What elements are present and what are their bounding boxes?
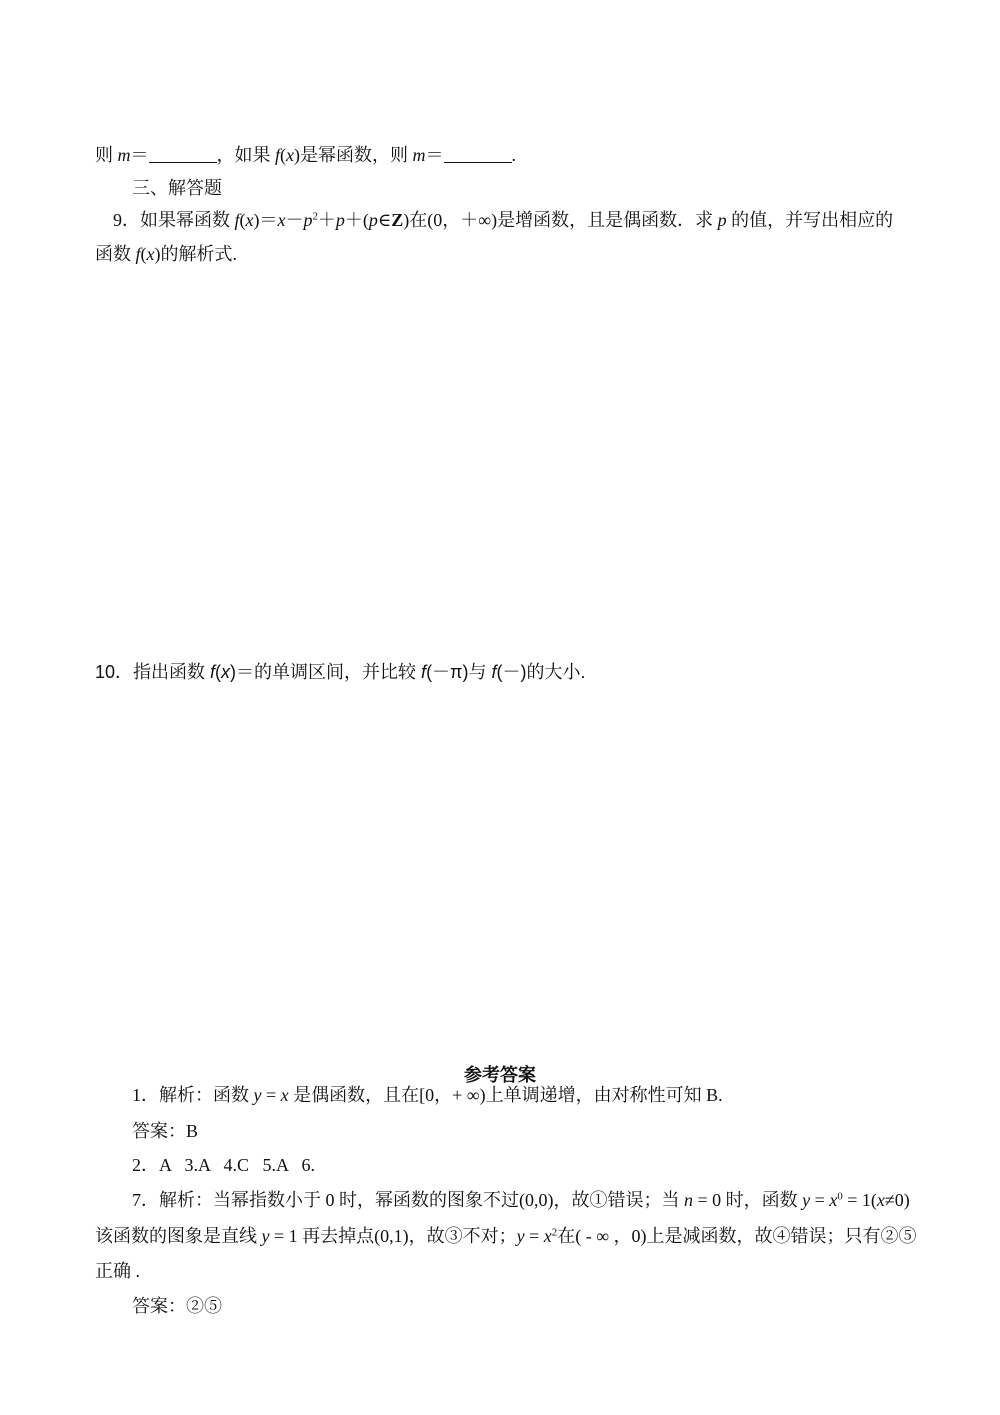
text-run: p: [717, 210, 727, 230]
q8-blank-line: [95, 143, 516, 167]
q9-line-2: [95, 242, 237, 266]
text-run: p: [303, 210, 313, 230]
section-heading: 三、解答题: [132, 178, 222, 198]
text-run: 2: [551, 1226, 558, 1239]
text-run: 该函数的图象是直线: [95, 1226, 262, 1246]
text-run: 是偶函数，且在[0，+ ∞)上单调递增，由对称性可知 B.: [288, 1085, 723, 1105]
text-run: f: [135, 244, 141, 264]
text-run: )是幂函数，则: [294, 145, 413, 165]
answer-7-result: [132, 1294, 222, 1318]
text-run: f: [275, 145, 281, 165]
text-run: = 1(: [842, 1190, 877, 1210]
text-run: x: [829, 1190, 838, 1210]
text-run: 9．如果幂函数: [113, 210, 235, 230]
text-run: ＋(: [344, 210, 369, 230]
answer-1-explanation: [132, 1083, 723, 1107]
answer-7-line-2: [95, 1224, 917, 1248]
text-run: x: [543, 1226, 552, 1246]
text-run: x: [280, 1085, 289, 1105]
text-run: )＝: [253, 210, 278, 230]
text-run: =: [524, 1226, 544, 1246]
text-run: 2．A 3.A 4.C 5.A 6.: [132, 1155, 316, 1175]
text-run: x: [221, 662, 231, 682]
text-run: 在( - ∞ ，0)上是减函数，故④错误；只有②⑤: [557, 1226, 917, 1246]
text-run: x: [146, 244, 155, 264]
text-run: f: [210, 662, 216, 682]
text-run: =: [810, 1190, 830, 1210]
text-run: (－)的大小.: [496, 662, 586, 682]
text-run: 7．解析：当幂指数小于 0 时，幂函数的图象不过(0,0)，故①错误；当: [132, 1190, 684, 1210]
text-run: p: [335, 210, 345, 230]
text-run: x: [286, 145, 295, 165]
text-run: m: [117, 145, 131, 165]
text-run: ＝: [425, 145, 444, 165]
text-run: y: [261, 1226, 270, 1246]
text-run: y: [253, 1085, 262, 1105]
text-run: (: [239, 210, 246, 230]
text-run: =: [261, 1085, 281, 1105]
text-run: f: [234, 210, 240, 230]
text-run: n: [684, 1190, 693, 1210]
text-run: 则: [95, 145, 118, 165]
q9-line-1: [113, 208, 893, 232]
answer-7-line-1: [132, 1188, 910, 1212]
text-run: .: [511, 145, 517, 165]
text-run: 的值，并写出相应的: [726, 210, 894, 230]
text-run: x: [245, 210, 254, 230]
q10-line: [95, 660, 586, 684]
text-run: f: [421, 662, 427, 682]
answer-blank: [149, 146, 217, 163]
text-run: = 0 时，函数: [693, 1190, 803, 1210]
text-run: ≠0): [884, 1190, 910, 1210]
text-run: ＋: [317, 210, 336, 230]
text-run: 10．指出函数: [95, 662, 211, 682]
text-run: 答案：B: [132, 1121, 199, 1141]
text-run: y: [516, 1226, 525, 1246]
text-run: ∈: [377, 210, 392, 230]
text-run: (: [140, 244, 147, 264]
text-run: －: [285, 210, 304, 230]
text-run: 1．解析：函数: [132, 1085, 254, 1105]
text-run: 正确 .: [95, 1261, 140, 1281]
answer-1-result: [132, 1119, 198, 1143]
text-run: (－π)与: [426, 662, 492, 682]
text-run: x: [277, 210, 286, 230]
text-run: 0: [837, 1190, 843, 1203]
text-run: )在(0，＋∞)是增函数，且是偶函数．求: [403, 210, 718, 230]
text-run: ，如果: [216, 145, 275, 165]
text-run: f: [491, 662, 497, 682]
text-run: (: [215, 662, 222, 682]
text-run: = 1 再去掉点(0,1)，故③不对；: [269, 1226, 517, 1246]
text-run: y: [802, 1190, 811, 1210]
answer-7-line-3: [95, 1259, 140, 1283]
text-run: )＝的单调区间，并比较: [230, 662, 422, 682]
text-run: ＝: [130, 145, 149, 165]
text-run: )的解析式.: [154, 244, 238, 264]
answers-title: 参考答案: [464, 1065, 536, 1085]
text-run: p: [368, 210, 378, 230]
text-run: 函数: [95, 244, 136, 264]
text-run: 答案：②⑤: [132, 1296, 222, 1316]
answer-blank: [444, 146, 512, 163]
text-run: x: [876, 1190, 885, 1210]
answers-2-to-6: [132, 1153, 315, 1177]
text-run: (: [280, 145, 287, 165]
text-run: Z: [391, 210, 404, 230]
text-run: 2: [312, 210, 318, 223]
text-run: m: [412, 145, 426, 165]
